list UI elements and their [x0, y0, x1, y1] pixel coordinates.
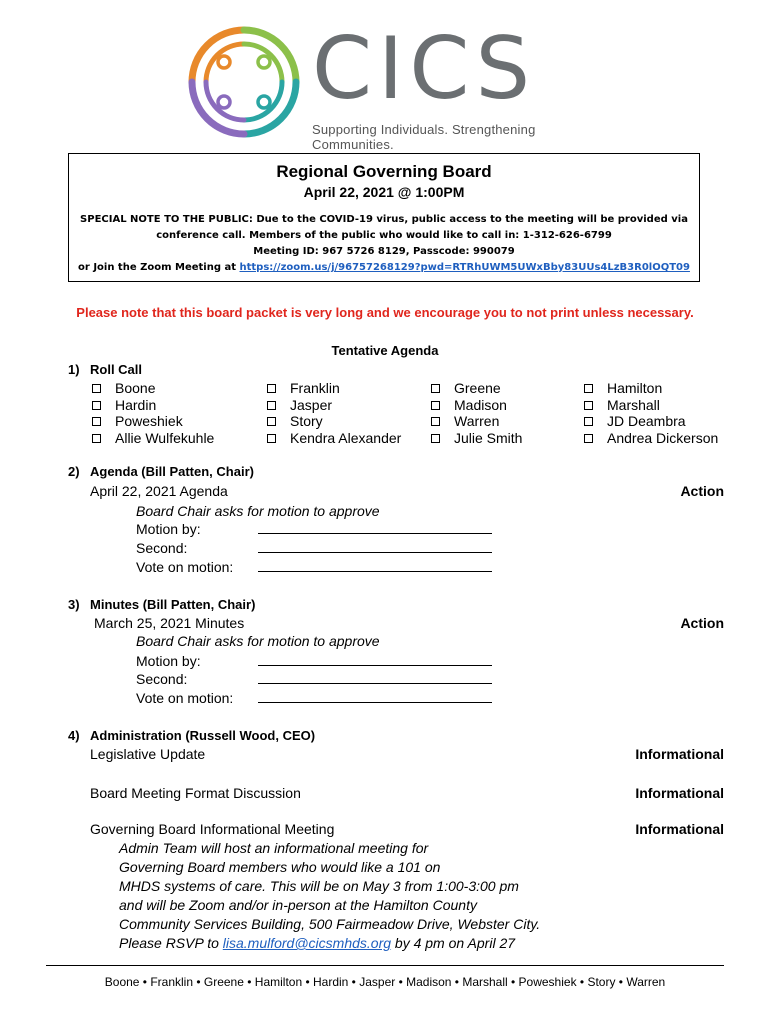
logo-tagline: Supporting Individuals. Strengthening Communities. — [312, 122, 536, 152]
zoom-prefix: or Join the Zoom Meeting at — [78, 262, 240, 273]
admin-item-tag: Informational — [635, 785, 724, 801]
roll-call-item[interactable]: Story — [267, 413, 401, 430]
footer-counties: Boone • Franklin • Greene • Hamilton • Hardin • Jasper • Madison • Marshall • Poweshiek • Story • Warren — [104, 975, 666, 989]
section-roll-call-heading — [68, 362, 142, 377]
admin-desc-line: Community Services Building, 500 Fairmeadow Drive, Webster City. — [119, 916, 541, 932]
agenda-motion-by-label: Motion by: — [136, 521, 201, 537]
checkbox-icon[interactable] — [584, 384, 593, 393]
checkbox-icon[interactable] — [431, 417, 440, 426]
minutes-item: March 25, 2021 Minutes — [94, 615, 245, 631]
section-title: Roll Call — [90, 362, 143, 377]
checkbox-icon[interactable] — [584, 417, 593, 426]
roll-call-item[interactable]: Poweshiek — [92, 413, 214, 430]
roll-call-item[interactable]: Julie Smith — [431, 430, 522, 447]
section-administration-heading — [68, 728, 315, 743]
minutes-motion-by-label: Motion by: — [136, 653, 201, 669]
roll-call-column-2 — [267, 380, 401, 446]
meeting-title: Regional Governing Board — [276, 162, 492, 181]
checkbox-icon[interactable] — [584, 401, 593, 410]
admin-item-format-discussion: Board Meeting Format Discussion — [90, 785, 301, 801]
minutes-motion-note: Board Chair asks for motion to approve — [136, 633, 380, 649]
cics-logo — [184, 19, 584, 152]
section-number: 3) — [68, 597, 80, 612]
roll-call-item[interactable]: JD Deambra — [584, 413, 718, 430]
checkbox-icon[interactable] — [431, 434, 440, 443]
public-notice — [69, 212, 699, 276]
roll-call-item[interactable]: Greene — [431, 380, 522, 397]
print-warning: Please note that this board packet is very long and we encourage you to not print unless necessary. — [76, 305, 694, 320]
agenda-vote-line[interactable] — [258, 559, 492, 575]
roll-call-item[interactable]: Franklin — [267, 380, 401, 397]
roll-call-item[interactable]: Boone — [92, 380, 214, 397]
admin-rsvp-line: Please RSVP to lisa.mulford@cicsmhds.org by 4 pm on April 27 — [119, 935, 516, 951]
section-agenda-heading — [68, 464, 254, 479]
notice-line-3: Meeting ID: 967 5726 8129, Passcode: 990079 — [253, 246, 515, 257]
section-title: Administration (Russell Wood, CEO) — [90, 728, 316, 743]
checkbox-icon[interactable] — [92, 434, 101, 443]
cics-logo-mark-icon — [184, 22, 304, 142]
checkbox-icon[interactable] — [431, 384, 440, 393]
checkbox-icon[interactable] — [92, 401, 101, 410]
roll-call-item[interactable]: Marshall — [584, 397, 718, 414]
agenda-motion-note: Board Chair asks for motion to approve — [136, 503, 380, 519]
admin-item-legislative-update: Legislative Update — [90, 746, 206, 762]
agenda-second-label: Second: — [136, 540, 188, 556]
logo-wordmark: CICS — [312, 19, 537, 119]
admin-desc-line: and will be Zoom and/or in-person at the Hamilton County — [119, 897, 477, 913]
section-minutes-heading — [68, 597, 255, 612]
roll-call-item[interactable]: Andrea Dickerson — [584, 430, 718, 447]
roll-call-item[interactable]: Jasper — [267, 397, 401, 414]
admin-desc-line: Admin Team will host an informational meeting for — [119, 840, 429, 856]
agenda-title: Tentative Agenda — [331, 343, 439, 358]
footer-divider — [46, 965, 724, 966]
notice-line-4 — [69, 260, 699, 276]
section-title: Agenda (Bill Patten, Chair) — [90, 464, 254, 479]
roll-call-item[interactable]: Kendra Alexander — [267, 430, 401, 447]
agenda-action-tag: Action — [680, 483, 724, 499]
roll-call-column-4 — [584, 380, 718, 446]
minutes-motion-by-line[interactable] — [258, 653, 492, 669]
agenda-item: April 22, 2021 Agenda — [90, 483, 228, 499]
meeting-date: April 22, 2021 @ 1:00PM — [303, 184, 465, 200]
section-number: 1) — [68, 362, 80, 377]
agenda-motion-by-line[interactable] — [258, 521, 492, 537]
checkbox-icon[interactable] — [584, 434, 593, 443]
section-number: 2) — [68, 464, 80, 479]
roll-call-column-1 — [92, 380, 214, 446]
checkbox-icon[interactable] — [267, 384, 276, 393]
admin-item-tag: Informational — [635, 746, 724, 762]
roll-call-item[interactable]: Allie Wulfekuhle — [92, 430, 214, 447]
minutes-second-line[interactable] — [258, 671, 492, 687]
minutes-vote-label: Vote on motion: — [136, 690, 234, 706]
minutes-action-tag: Action — [680, 615, 724, 631]
roll-call-column-3 — [431, 380, 522, 446]
checkbox-icon[interactable] — [267, 417, 276, 426]
agenda-vote-label: Vote on motion: — [136, 559, 234, 575]
checkbox-icon[interactable] — [92, 417, 101, 426]
admin-item-tag: Informational — [635, 821, 724, 837]
checkbox-icon[interactable] — [267, 434, 276, 443]
notice-line-2: conference call. Members of the public who would like to call in: 1-312-626-6799 — [156, 230, 612, 241]
section-number: 4) — [68, 728, 80, 743]
minutes-vote-line[interactable] — [258, 690, 492, 706]
roll-call-item[interactable]: Warren — [431, 413, 522, 430]
roll-call-item[interactable]: Hardin — [92, 397, 214, 414]
rsvp-email-link[interactable]: lisa.mulford@cicsmhds.org — [222, 935, 392, 951]
admin-desc-line: Governing Board members who would like a 101 on — [119, 859, 441, 875]
checkbox-icon[interactable] — [92, 384, 101, 393]
notice-line-1: SPECIAL NOTE TO THE PUBLIC: Due to the COVID-19 virus, public access to the meeting will be provided via — [80, 214, 688, 225]
roll-call-item[interactable]: Hamilton — [584, 380, 718, 397]
section-title: Minutes (Bill Patten, Chair) — [90, 597, 256, 612]
admin-desc-line: MHDS systems of care. This will be on May 3 from 1:00-3:00 pm — [119, 878, 519, 894]
meeting-header-box — [68, 153, 700, 282]
admin-item-informational-meeting: Governing Board Informational Meeting — [90, 821, 335, 837]
minutes-second-label: Second: — [136, 671, 188, 687]
checkbox-icon[interactable] — [267, 401, 276, 410]
zoom-link[interactable]: https://zoom.us/j/96757268129?pwd=RTRhUWM5UWxBby83UUs4LzB3R0lOQT09 — [239, 262, 690, 273]
checkbox-icon[interactable] — [431, 401, 440, 410]
agenda-second-line[interactable] — [258, 540, 492, 556]
roll-call-item[interactable]: Madison — [431, 397, 522, 414]
